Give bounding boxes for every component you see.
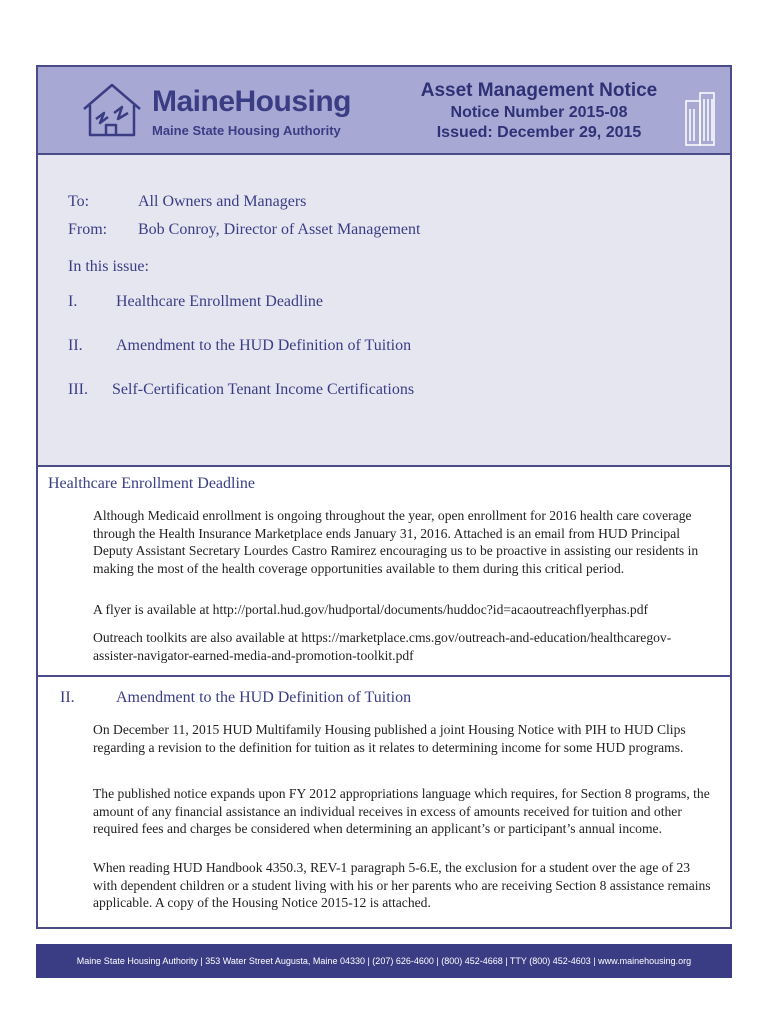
section1-heading: Healthcare Enrollment Deadline	[48, 475, 256, 492]
section2-heading	[60, 689, 411, 707]
memo-toc	[38, 155, 730, 467]
toc-item-number: II.	[68, 337, 83, 354]
mainehousing-logo	[78, 79, 358, 141]
notice-number: Notice Number 2015-08	[450, 104, 628, 121]
in-this-issue: In this issue:	[68, 258, 149, 275]
section-divider	[38, 675, 730, 677]
to-row	[68, 193, 306, 211]
section2-paragraph-1: On December 11, 2015 HUD Multifamily Housing published a joint Housing Notice with PIH to HUD Clips regarding a revision to the definition for tuition as it relates to determining income for some HUD programs.	[93, 722, 686, 755]
to-label: To:	[68, 193, 90, 210]
notice-frame	[36, 65, 732, 929]
section2-paragraph-3: When reading HUD Handbook 4350.3, REV-1 paragraph 5-6.E, the exclusion for a student over the age of 23 with dependent children or a student living with his or her parents who are receiving Section 8 assistance remains applicable. A copy of the Housing Notice 2015-12 is attached.	[93, 860, 711, 911]
from-value: Bob Conroy, Director of Asset Management	[138, 221, 421, 238]
to-value: All Owners and Managers	[138, 193, 307, 210]
notice-info	[404, 79, 674, 143]
logo-name: MaineHousing	[152, 85, 352, 118]
section1-paragraph-3: Outreach toolkits are also available at https://marketplace.cms.gov/outreach-and-education/healthcaregov-assister-navigator-earned-media-and-promotion-toolkit.pdf	[93, 630, 672, 663]
section2-number: II.	[60, 689, 75, 706]
toc-item	[68, 337, 411, 355]
building-icon	[682, 91, 718, 147]
section1-paragraph-1: Although Medicaid enrollment is ongoing throughout the year, open enrollment for 2016 health care coverage through the Health Insurance Marketplace ends January 31, 2016. Attached is an email from HUD Principal Deputy Assistant Secretary Lourdes Castro Ramirez encouraging us to be proactive in assisting our residents in making the most of the health coverage opportunities available to them during this critical period.	[93, 508, 699, 576]
toc-item-title: Healthcare Enrollment Deadline	[116, 293, 324, 310]
toc-item-title: Amendment to the HUD Definition of Tuition	[116, 337, 412, 354]
toc-item-title: Self-Certification Tenant Income Certifications	[112, 381, 415, 398]
toc-item-number: III.	[68, 381, 88, 398]
from-row	[68, 221, 420, 239]
logo-subtitle: Maine State Housing Authority	[152, 123, 341, 138]
section2-title: Amendment to the HUD Definition of Tuition	[116, 689, 412, 706]
toc-item	[68, 381, 414, 399]
section2-paragraph-2: The published notice expands upon FY 2012 appropriations language which requires, for Section 8 programs, the amount of any financial assistance an individual receives in excess of amounts received for tuition and other required fees and charges be considered when determining an applicant’s or participant’s annual income.	[93, 786, 710, 837]
toc-item-number: I.	[68, 293, 78, 310]
toc-item	[68, 293, 323, 311]
issued-date: Issued: December 29, 2015	[436, 124, 642, 141]
section1-paragraph-2: A flyer is available at http://portal.hud.gov/hudportal/documents/huddoc?id=acaoutreachflyerphas.pdf	[93, 602, 649, 617]
header-banner	[38, 67, 730, 155]
from-label: From:	[68, 221, 108, 238]
footer-bar: Maine State Housing Authority | 353 Water Street Augusta, Maine 04330 | (207) 626-4600 | (800) 452-4668 | TTY (800) 452-4603 | www.mainehousing.org	[36, 944, 732, 978]
notice-title: Asset Management Notice	[420, 80, 658, 101]
house-logo-icon	[78, 79, 148, 141]
